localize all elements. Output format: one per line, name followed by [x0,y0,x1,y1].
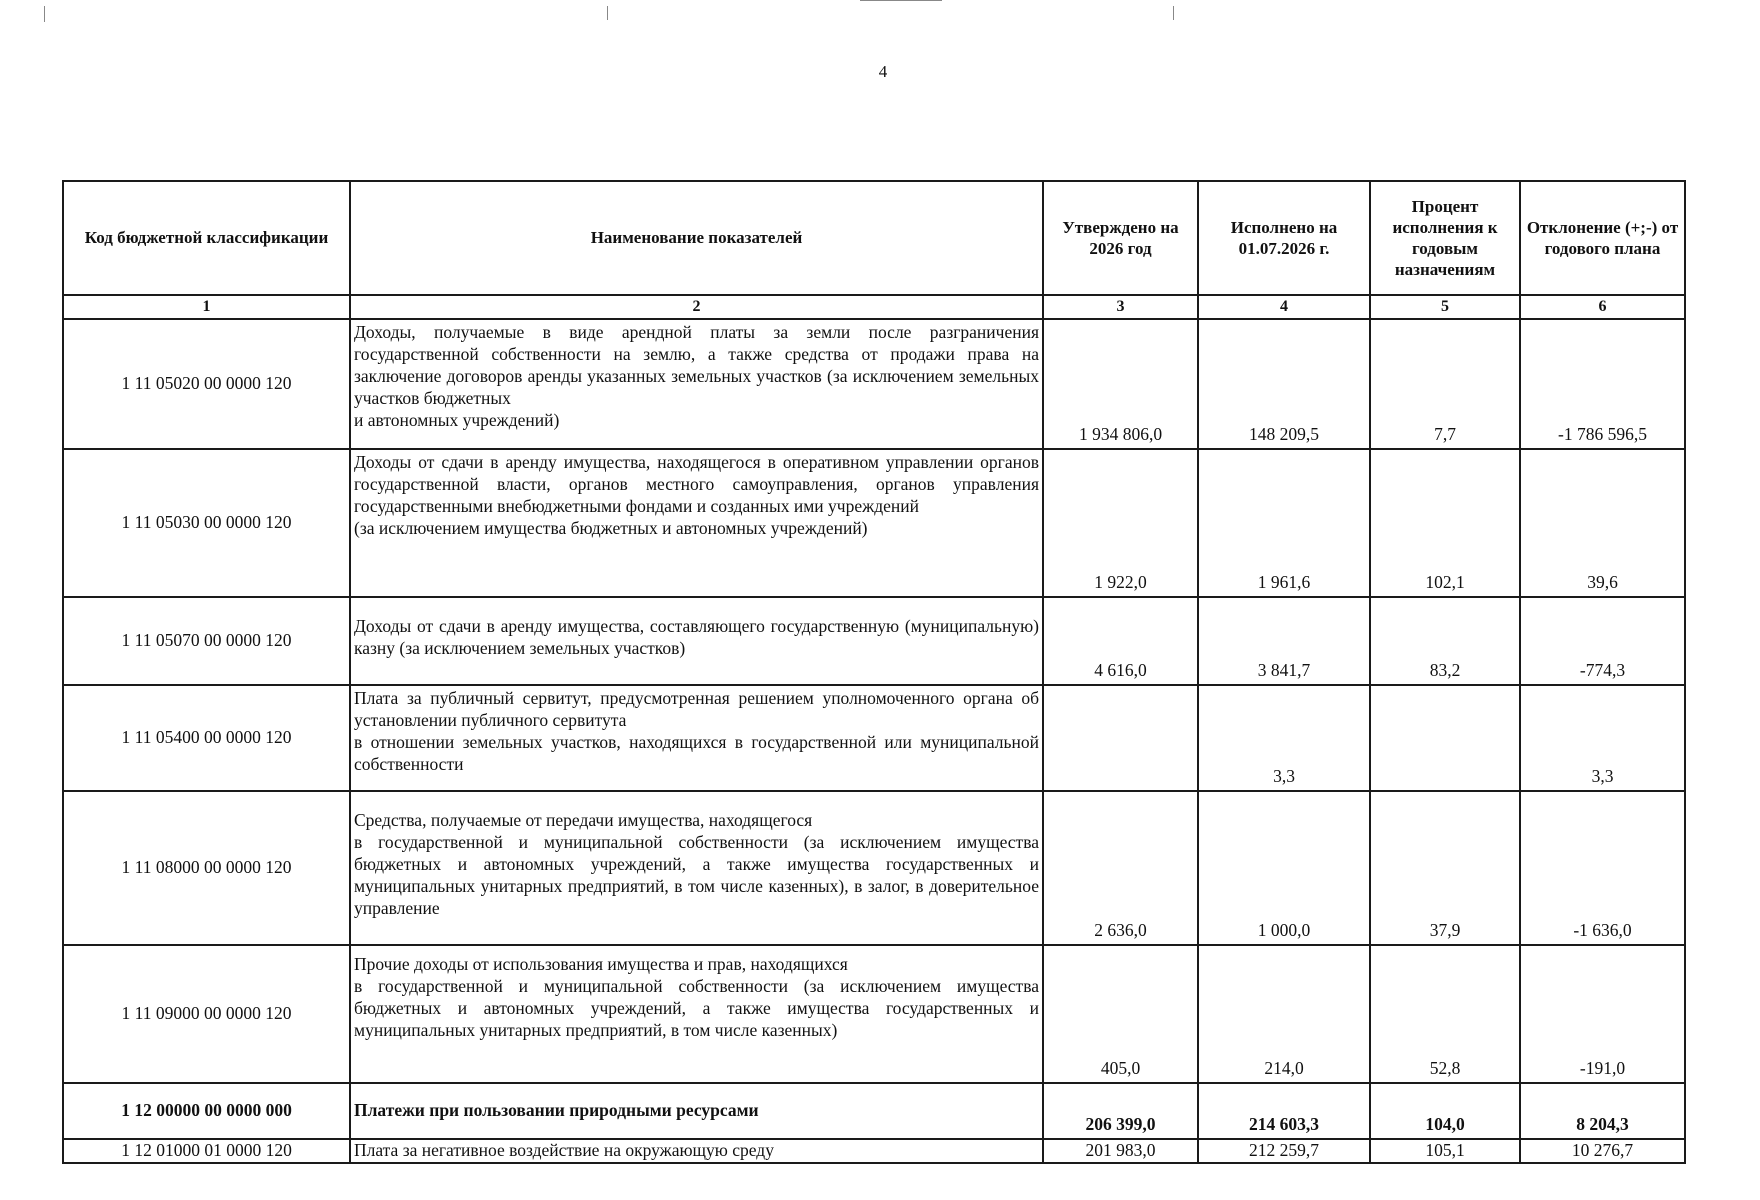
scan-mark-center-right [1173,6,1174,20]
row-name [350,791,1043,945]
row-name-line: (за исключением имущества бюджетных и автономных учреждений) [354,517,868,538]
row-code: 1 11 09000 00 0000 120 [63,945,350,1083]
row-approved [1043,685,1198,791]
row-name-line: Плата за негативное воздействие на окружающую среду [354,1140,774,1161]
row-code: 1 11 05400 00 0000 120 [63,685,350,791]
row-name-line: Прочие доходы от использования имущества и прав, находящихся [354,954,848,974]
table-row [63,685,1685,791]
table-row [63,1139,1685,1163]
row-approved: 1 922,0 [1043,449,1198,597]
row-name-line: Доходы от сдачи в аренду имущества, составляющего государственную (муниципальную) казну (за исключением земельных участков) [354,616,1039,658]
table-row-section [63,1083,1685,1139]
row-deviation: -1 636,0 [1520,791,1685,945]
row-deviation: -1 786 596,5 [1520,319,1685,449]
row-executed: 3,3 [1198,685,1370,791]
table-row [63,597,1685,685]
row-approved: 206 399,0 [1043,1083,1198,1139]
row-code: 1 11 08000 00 0000 120 [63,791,350,945]
row-name-line: Доходы от сдачи в аренду имущества, находящегося в оперативном управлении органов государственной власти, органов местного самоуправления, органов управления государственными внебюджетными фондами и созданных ими учреждений [354,452,1039,516]
row-executed: 214 603,3 [1198,1083,1370,1139]
row-name-line: в государственной и муниципальной собственности (за исключением имущества бюджетных и автономных учреждений, а также имущества государственных и муниципальных унитарных предприятий, в том числе казенных), в залог, в доверительное управление [354,831,1039,918]
header-approved: Утверждено на 2026 год [1043,181,1198,295]
row-approved: 1 934 806,0 [1043,319,1198,449]
row-executed: 3 841,7 [1198,597,1370,685]
row-approved: 201 983,0 [1043,1139,1198,1163]
header-row [63,181,1685,295]
row-code: 1 12 00000 00 0000 000 [63,1083,350,1139]
row-code: 1 12 01000 01 0000 120 [63,1139,350,1163]
row-deviation: 3,3 [1520,685,1685,791]
column-number: 4 [1198,295,1370,319]
header-executed: Исполнено на 01.07.2026 г. [1198,181,1370,295]
row-name-line: Доходы, получаемые в виде арендной платы за земли после разграничения государственной собственности на землю, а также средства от продажи права на заключение договоров аренды указанных земельных участков (за исключением земельных участков бюджетных [354,322,1039,408]
scan-mark-top-line [860,0,942,1]
row-percent: 104,0 [1370,1083,1520,1139]
row-name-line: Средства, получаемые от передачи имущества, находящегося [354,810,813,830]
header-deviation: Отклонение (+;-) от годового плана [1520,181,1685,295]
table-row [63,791,1685,945]
row-name [350,319,1043,449]
row-percent: 102,1 [1370,449,1520,597]
row-percent: 105,1 [1370,1139,1520,1163]
table-row [63,319,1685,449]
row-deviation: 10 276,7 [1520,1139,1685,1163]
column-number: 2 [350,295,1043,319]
column-number: 3 [1043,295,1198,319]
table-row [63,449,1685,597]
page-number: 4 [878,62,888,81]
row-deviation: 8 204,3 [1520,1083,1685,1139]
column-number-row [63,295,1685,319]
row-executed: 1 961,6 [1198,449,1370,597]
row-name-line: и автономных учреждений) [354,409,560,430]
row-deviation: 39,6 [1520,449,1685,597]
row-deviation: -191,0 [1520,945,1685,1083]
column-number: 6 [1520,295,1685,319]
row-executed: 214,0 [1198,945,1370,1083]
row-name [350,945,1043,1083]
row-executed: 148 209,5 [1198,319,1370,449]
budget-table [62,180,1686,1164]
row-name [350,1083,1043,1139]
scan-mark-left [44,6,45,22]
row-code: 1 11 05070 00 0000 120 [63,597,350,685]
row-name-line: Платежи при пользовании природными ресурсами [354,1100,759,1121]
row-name-line: Плата за публичный сервитут, предусмотренная решением уполномоченного органа об установлении публичного сервитута [354,688,1039,730]
row-name [350,685,1043,791]
row-code: 1 11 05030 00 0000 120 [63,449,350,597]
row-percent: 37,9 [1370,791,1520,945]
header-percent: Процент исполнения к годовым назначениям [1370,181,1520,295]
row-deviation: -774,3 [1520,597,1685,685]
header-name: Наименование показателей [350,181,1043,295]
row-name [350,449,1043,597]
row-executed: 1 000,0 [1198,791,1370,945]
row-percent: 52,8 [1370,945,1520,1083]
row-percent: 7,7 [1370,319,1520,449]
header-code: Код бюджетной классификации [63,181,350,295]
row-name [350,597,1043,685]
table-row [63,945,1685,1083]
scan-mark-center-left [607,6,608,20]
row-approved: 2 636,0 [1043,791,1198,945]
row-approved: 405,0 [1043,945,1198,1083]
row-percent [1370,685,1520,791]
row-name-line: в государственной и муниципальной собственности (за исключением имущества бюджетных и автономных учреждений, а также имущества государственных и муниципальных унитарных предприятий, в том числе казенных) [354,975,1039,1040]
row-percent: 83,2 [1370,597,1520,685]
row-name [350,1139,1043,1163]
row-code: 1 11 05020 00 0000 120 [63,319,350,449]
row-name-line: в отношении земельных участков, находящихся в государственной или муниципальной собственности [354,731,1039,774]
row-executed: 212 259,7 [1198,1139,1370,1163]
row-approved: 4 616,0 [1043,597,1198,685]
column-number: 5 [1370,295,1520,319]
column-number: 1 [63,295,350,319]
